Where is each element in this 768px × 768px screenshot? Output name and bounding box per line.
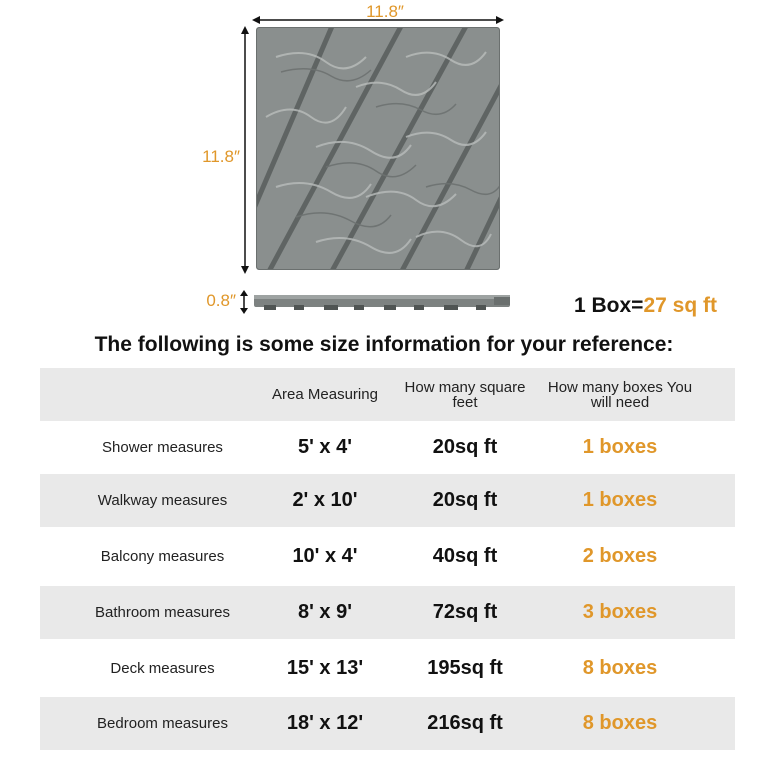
row-sqft: 216sq ft (427, 712, 503, 734)
table-row (40, 639, 735, 697)
row-area: 2' x 10' (292, 489, 358, 511)
height-dimension-arrow (238, 26, 252, 274)
table-header-row (40, 368, 735, 421)
row-boxes: 3 boxes (582, 601, 658, 623)
deck-tile-side-image (254, 290, 510, 314)
row-sqft: 40sq ft (432, 545, 498, 567)
row-sqft: 195sq ft (427, 656, 503, 679)
header-square-feet: How many square feet (404, 378, 526, 411)
box-coverage (574, 294, 717, 318)
thickness-label: 0.8″ (206, 291, 236, 310)
thickness-dimension-arrow (238, 290, 250, 314)
box-coverage-value: 27 sq ft (643, 294, 717, 317)
row-area: 10' x 4' (292, 545, 358, 567)
header-area: Area Measuring (272, 386, 378, 403)
row-boxes: 8 boxes (582, 656, 658, 679)
row-boxes: 2 boxes (582, 545, 658, 567)
row-boxes: 1 boxes (582, 436, 658, 458)
table-row (40, 527, 735, 586)
table-row (40, 474, 735, 527)
row-name: Balcony measures (100, 548, 225, 565)
table-row (40, 586, 735, 639)
row-boxes: 1 boxes (582, 489, 658, 511)
table-row (40, 697, 735, 750)
row-sqft: 20sq ft (432, 489, 498, 511)
row-area: 18' x 12' (286, 712, 364, 734)
size-table (40, 368, 735, 750)
row-name: Shower measures (102, 439, 223, 456)
row-name: Bathroom measures (94, 604, 231, 621)
table-row (40, 421, 735, 474)
deck-tile-image (256, 27, 500, 270)
box-coverage-prefix: 1 Box= (574, 294, 644, 317)
row-sqft: 72sq ft (432, 601, 498, 623)
header-boxes: How many boxes You will need (547, 378, 693, 411)
row-name: Walkway measures (97, 492, 228, 509)
row-boxes: 8 boxes (582, 712, 658, 734)
row-area: 5' x 4' (298, 436, 352, 458)
header-name (50, 368, 275, 421)
row-area: 15' x 13' (286, 656, 364, 679)
width-label: 11.8″ (366, 2, 404, 21)
row-name: Bedroom measures (97, 715, 228, 732)
height-label: 11.8″ (202, 147, 240, 166)
row-sqft: 20sq ft (432, 436, 498, 458)
intro-heading: The following is some size information for your reference: (94, 333, 674, 356)
row-name: Deck measures (110, 659, 215, 677)
row-area: 8' x 9' (298, 601, 352, 623)
